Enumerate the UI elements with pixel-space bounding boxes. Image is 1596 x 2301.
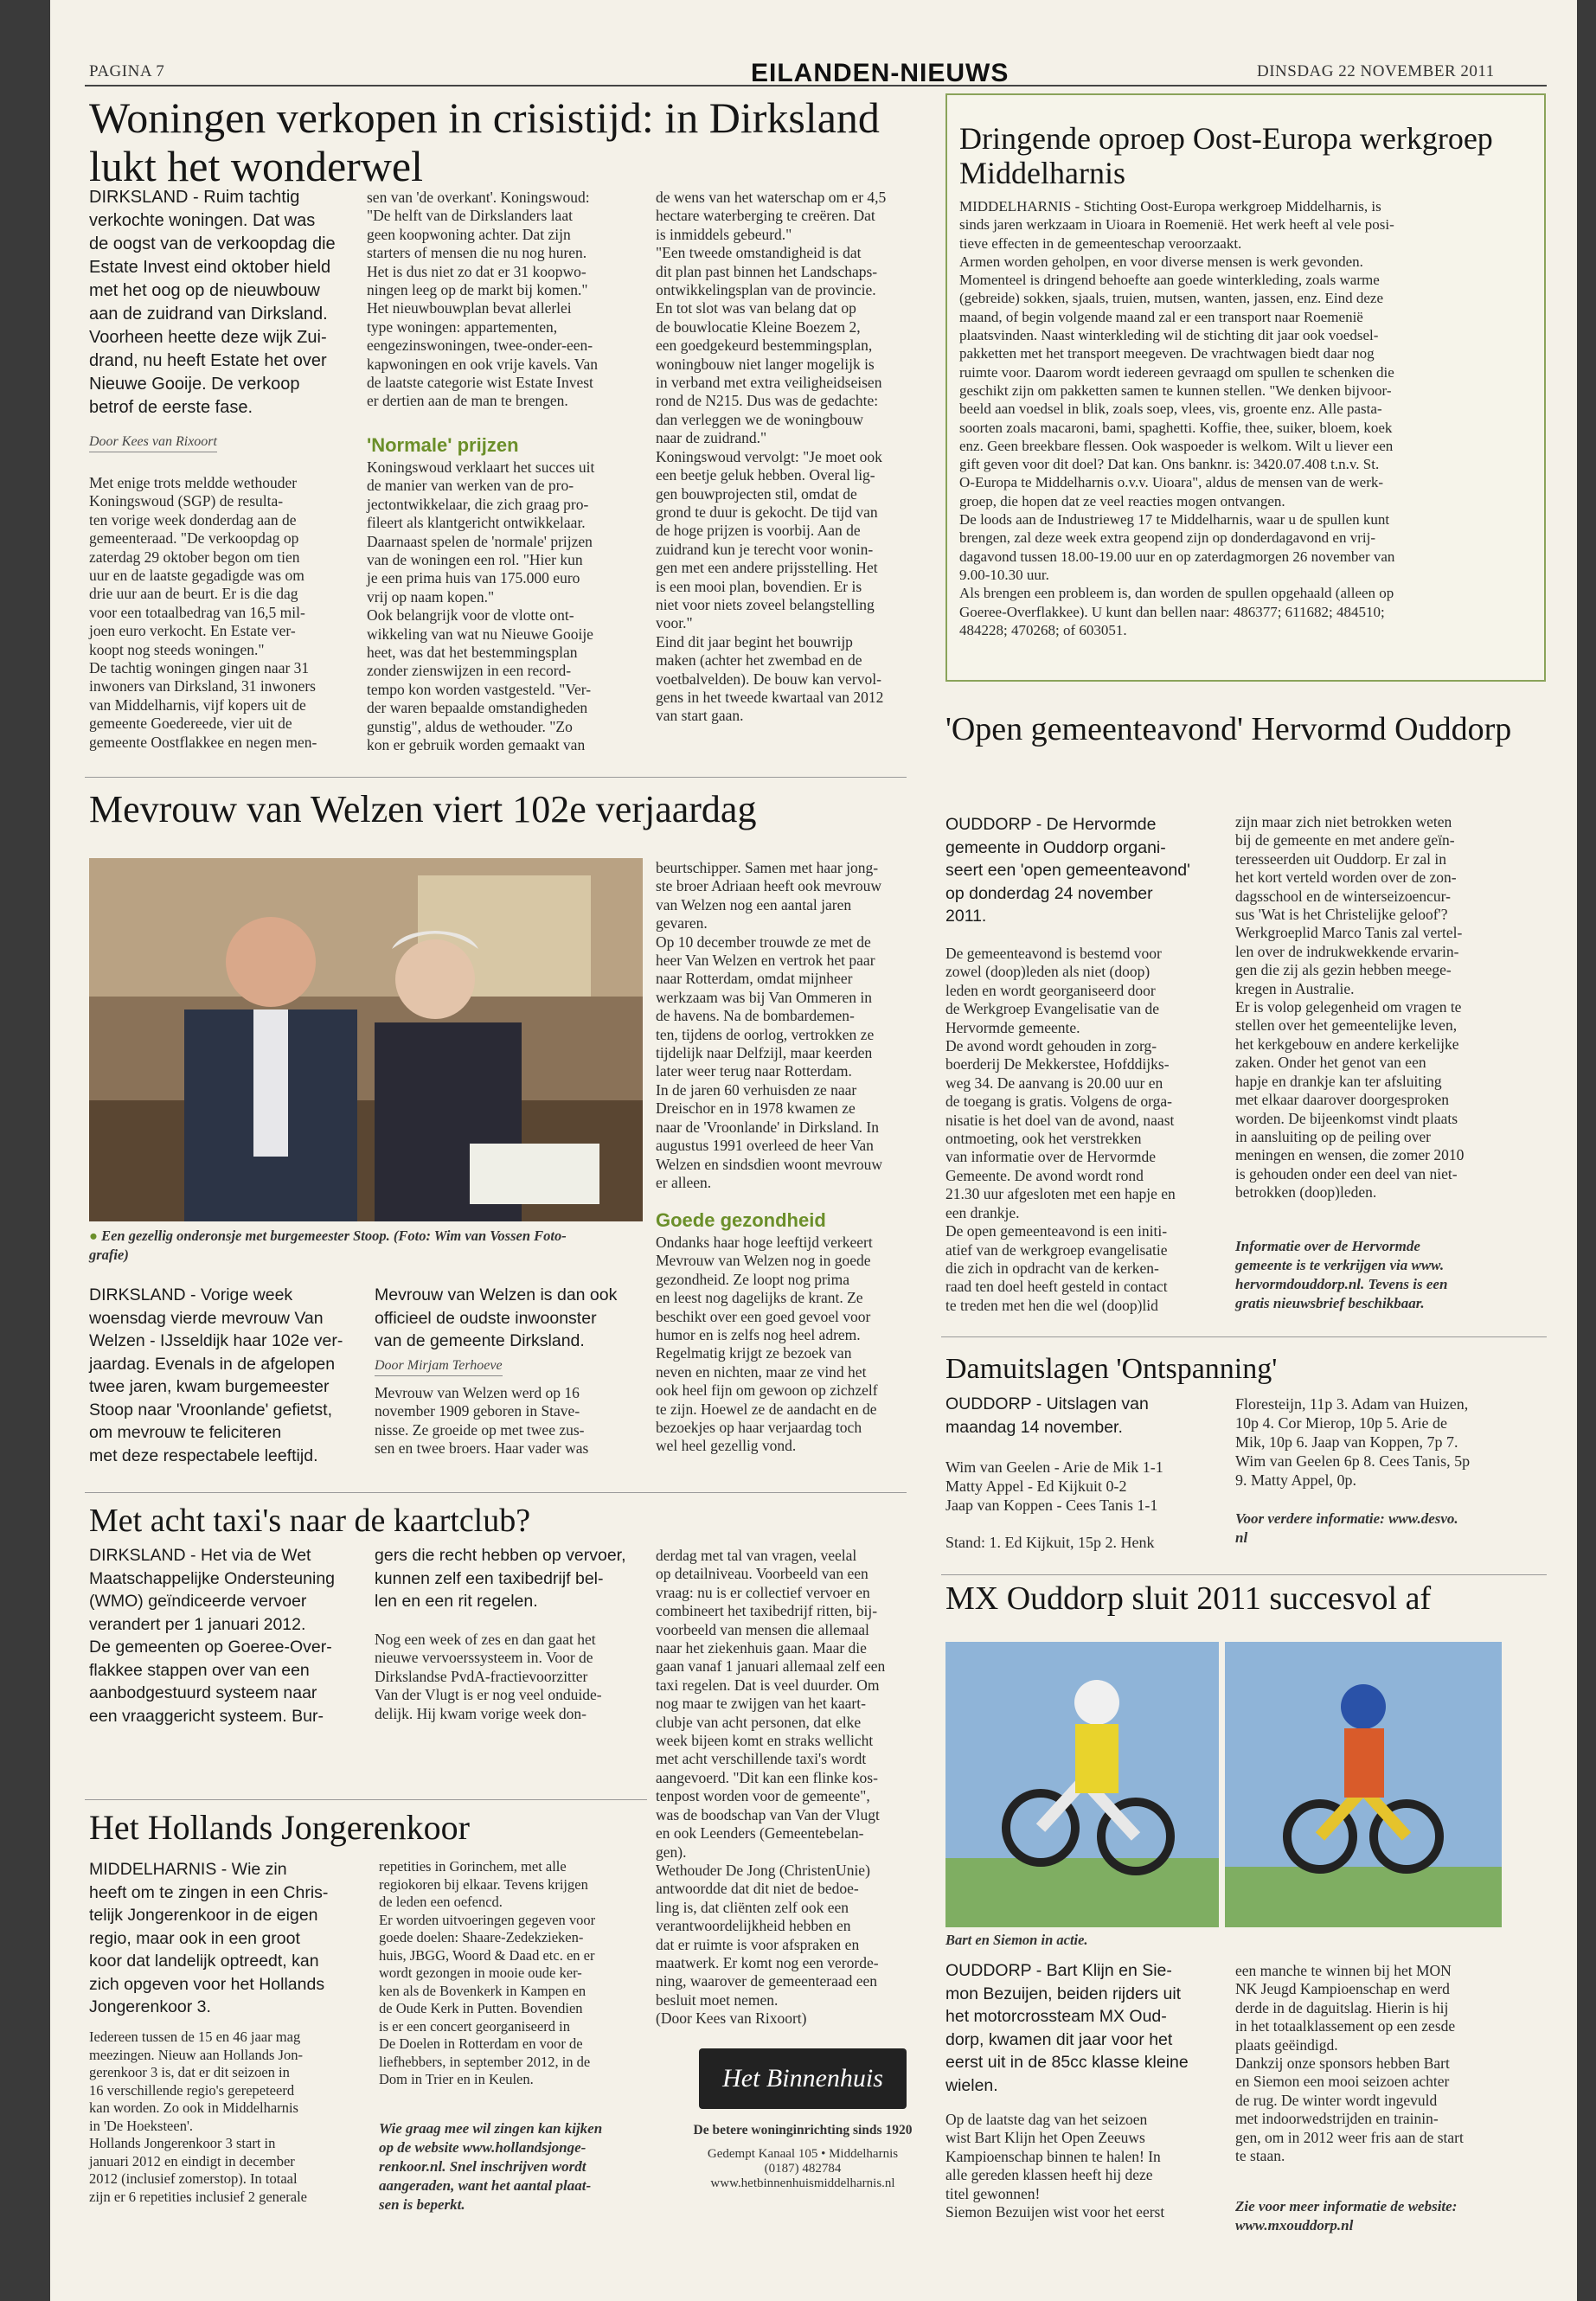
issue-date: DINSDAG 22 NOVEMBER 2011 [1257,62,1495,80]
subhead-goede-gezondheid: Goede gezondheid [656,1209,826,1231]
article-lead-welzen: DIRKSLAND - Vorige week woensdag vierde mevrouw Van Welzen - IJsseldijk haar 102e ver- jaardag. Evenals in de afgelopen twee jaren, kwam burgemeester Stoop naar 'Vroonlande' gefietst, om mevrouw te feliciteren met deze respectabele leeftijd. [89,1285,343,1465]
divider [941,1336,1547,1337]
dam-stand: Stand: 1. Ed Kijkuit, 15p 2. Henk [945,1534,1155,1551]
article-title-welzen: Mevrouw van Welzen viert 102e verjaardag [89,788,757,830]
article-body-mx-col2: een manche te winnen bij het MON NK Jeugd Kampioenschap en werd derde in de daguitslag. Hierin is hij in het totaalklassement op een zesde plaats geëindigd. Dankzij onze sponsors hebben Bart en Siemon een mooi seizoen achter de rug. De winter wordt ingevuld met indoorwedstrijden en trainin- gen, om in 2012 weer fris aan de start te staan. [1235,1962,1464,2165]
page-number: PAGINA 7 [89,62,165,80]
article-body-welzen-col3: beurtschipper. Samen met haar jong- ste broer Adriaan heeft ook mevrouw van Welzen nog een aantal jaren gevaren. Op 10 december trouwde ze met de heer Van Welzen en vertrok het paar naar Rotterdam, omdat mijnheer werkzaam was bij Van Ommeren in de havens. Na de bombardemen- ten, tijdens de oorlog, vertrokken ze tijdelijk naar Delfzijl, maar keerden later weer terug naar Rotterdam. In de jaren 60 verhuisden ze naar Dreischor en in 1978 kwamen ze naar de 'Vroonlande' in Dirksland. In augustus 1991 overleed de heer Van Welzen en sindsdien woont mevrouw er alleen. [656,859,883,1191]
article-body-welzen-col3b: Ondanks haar hoge leeftijd verkeert Mevrouw van Welzen nog in goede gezondheid. Ze loopt nog prima en leest nog dagelijks de krant. Ze beschikt over een goed gevoel voor humor en is zelfs nog heel adrem. Regelmatig krijgt ze bezoek van neven en nichten, maar ze vind het ook heel fijn om gewoon op zichzelf te zijn. Hoewel ze de aandacht en de bezoekjes op haar verjaardag toch wel heel gezellig vond. [656,1234,878,1455]
divider [85,1492,907,1493]
article-lead-taxi: DIRKSLAND - Het via de Wet Maatschappelijke Ondersteuning (WMO) geïndiceerde vervoer verandert per 1 januari 2012. De gemeenten op Goeree-Over- flakkee stappen over van een aanbodgestuurd systeem naar een vraaggericht systeem. Bur- [89,1546,336,1726]
masthead: EILANDEN-NIEUWS [751,59,1010,87]
info-jongerenkoor: Wie graag mee wil zingen kan kijken op de website www.hollandsjonge- renkoor.nl. Snel inschrijven wordt aangeraden, want het aantal plaat- sen is beperkt. [379,2120,603,2213]
article-body-taxi-col3: derdag met tal van vragen, veelal op detailniveau. Voorbeeld van een vraag: nu is er collectief vervoer en combineert het taxibedrijf ritten, bij- voorbeeld van mensen die allemaal naar het ziekenhuis gaan. Maar die gaan vanaf 1 januari allemaal zelf een taxi regelen. Dat is veel duurder. Om nog maar te zwijgen van het kaart- clubje van acht personen, dat elke week bijeen komt en straks wellicht met acht verschillende taxi's wordt aangevoerd. "Dit kan een flinke kos- tenpost worden voor de gemeente", was de boodschap van Van der Vlugt en ook Leenders (Gemeentebelan- gen). Wethouder De Jong (ChristenUnie) antwoordde dat dit niet de bedoe- ling is, dat cliënten zelf ook een verantwoordelijkheid hebben en dat er ruimte is voor afspraken en maatwerk. Er komt nog een verorde- ning, waarover de gemeenteraad een besluit moet nemen. (Door Kees van Rixoort) [656,1547,886,2028]
photo-mx-siemon-image [1225,1642,1502,1927]
dam-standings: Floresteijn, 11p 3. Adam van Huizen, 10p 4. Cor Mierop, 10p 5. Arie de Mik, 10p 6. Jaap van Koppen, 7p 7. Wim van Geelen 6p 8. Cees Tanis, 5p 9. Matty Appel, 0p. [1235,1395,1471,1489]
advertisement-phone: (0187) 482784 [764,2162,842,2176]
info-gemeenteavond: Informatie over de Hervormde gemeente is te verkrijgen via www. hervormdouddorp.nl. Tevens is een gratis nieuwsbrief beschikbaar. [1235,1238,1448,1311]
photo-caption-welzen [89,1227,660,1265]
article-body-gemeenteavond-col1: De gemeenteavond is bestemd voor zowel (doop)leden als niet (doop) leden en wordt georganiseerd door de Werkgroep Evangelisatie van de Hervormde gemeente. De avond wordt gehouden in zorg- boerderij De Mekkerstee, Hofddijks- weg 34. De aanvang is 20.00 uur en de toegang is gratis. Volgens de orga- nisatie is het doel van de avond, naast ontmoeting, ook het verstrekken van informatie over de Hervormde Gemeente. De avond wordt rond 21.30 uur afgesloten met een hapje en een drankje. De open gemeenteavond is een initi- atief van de werkgroep evangelisatie die zich in opdracht van de kerken- raad ten doel heeft gesteld in contact te treden met hen die wel (doop)lid [945,945,1176,1314]
bullet-icon: ● [89,1227,102,1244]
article-title-woningen: Woningen verkopen in crisistijd: in Dirksland lukt het wonderwel [89,93,880,190]
article-lead-damuitslagen: OUDDORP - Uitslagen van maandag 14 november. [945,1394,1149,1437]
article-body-oproep: MIDDELHARNIS - Stichting Oost-Europa werkgroep Middelharnis, is sinds jaren werkzaam in Uioara in Roemenië. Het werk heeft al vele posi- tieve effecten in de gemeenteschap veroorzaakt. Armen worden geholpen, en voor diverse mensen is werk gevonden. Momenteel is dringend behoefte aan goede winterkleding, zoals warme (gebreide) sokken, sjaals, truien, mutsen, wanten, jassen, enz. Eind deze maand, of begin volgende maand zal er een transport naar Roemenië plaatsvinden. Naast winterkleding wil de stichting dit jaar ook voedsel- pakketten met het transport meegeven. De vrachtwagen biedt daar nog ruimte voor. Daarom wordt iedereen gevraagd om spullen te schenken die geschikt zijn om pakketten samen te kunnen stellen. "We denken bijvoor- beeld aan voedsel in blik, zoals soep, vlees, vis, groente enz. Alle pasta- soorten zoals macaroni, bami, spaghetti. Koffie, thee, suiker, bloem, koek enz. Geen breekbare flessen. Ook waspoeder is welkom. Wilt u liever een gift geven voor dit doel? Dat kan. Ons banknr. is: 3420.07.408 t.n.v. St. O-Europa te Middelharnis o.v.v. Uioara", aldus de mensen van de werk- groep, die hopen dat ze veel reacties mogen ontvangen. De loods aan de Industrieweg 17 te Middelharnis, waar u de spullen kunt brengen, zal deze week extra geopend zijn op donderdagavond en vrij- dagavond tussen 18.00-19.00 uur en op zaterdagmorgen 26 november van 9.00-10.30 uur. Als brengen een probleem is, dan worden de spullen opgehaald (alleen op Goeree-Overflakkee). U kunt dan bellen naar: 486377; 611682; 484510; 484228; 470268; of 603051. [959,198,1395,638]
article-title-oproep: Dringende oproep Oost-Europa werkgroep Middelharnis [959,121,1493,190]
photo-birthday [89,858,643,1221]
article-lead2-taxi: gers die recht hebben op vervoer, kunnen zelf een taxibedrijf bel- len en een rit regelen. [375,1546,626,1611]
article-body-jongerenkoor-col1: Iedereen tussen de 15 en 46 jaar mag meezingen. Nieuw aan Hollands Jon- gerenkoor 3 is, dat er dit seizoen in 16 verschillende regio's gerepeteerd kan worden. Zo ook in Middelharnis in 'De Hoeksteen'. Hollands Jongerenkoor 3 start in januari 2012 en eindigt in december 2012 (inclusief zomerstop). In totaal zijn er 6 repetities inclusief 2 generale [89,2029,307,2205]
article-title-gemeenteavond: 'Open gemeenteavond' Hervormd Ouddorp [945,711,1512,747]
info-mx: Zie voor meer informatie de website: www.mxouddorp.nl [1235,2198,1458,2234]
newspaper-page [50,0,1577,2301]
byline-welzen: Door Mirjam Terhoeve [375,1358,503,1376]
advertisement-web[interactable]: www.hetbinnenhuismiddelharnis.nl [710,2176,895,2190]
article-body-mx-col1: Op de laatste dag van het seizoen wist Bart Klijn het Open Zeeuws Kampioenschap binnen te halen! In alle gereden klassen heeft hij deze titel gewonnen! Siemon Bezuijen wist voor het eerst [945,2111,1165,2221]
article-body-welzen-col2: Mevrouw van Welzen werd op 16 november 1909 geboren in Stave- nisse. Ze groeide op met twee zus- sen en twee broers. Haar vader was [375,1384,589,1458]
photo-mx-bart-image [945,1642,1219,1927]
article-title-mx: MX Ouddorp sluit 2011 succesvol af [945,1580,1432,1617]
photo-mx-bart [945,1642,1219,1927]
article-lead-woningen: DIRKSLAND - Ruim tachtig verkochte woningen. Dat was de oogst van de verkoopdag die Estate Invest eind oktober hield met het oog op de nieuwbouw aan de zuidrand van Dirksland. Voorheen heette deze wijk Zui- drand, nu heeft Estate het over Nieuwe Gooije. De verkoop betrof de eerste fase. [89,188,336,417]
divider [85,777,907,778]
dam-results: Wim van Geelen - Arie de Mik 1-1 Matty Appel - Ed Kijkuit 0-2 Jaap van Koppen - Cees Tanis 1-1 [945,1458,1163,1514]
article-lead-gemeenteavond: OUDDORP - De Hervormde gemeente in Ouddorp organi- seert een 'open gemeenteavond' op donderdag 24 november 2011. [945,815,1190,926]
photo-caption-mx: Bart en Siemon in actie. [945,1932,1088,1948]
info-damuitslagen: Voor verdere informatie: www.desvo. nl [1235,1510,1458,1546]
advertisement-logo: Het Binnenhuis [699,2048,907,2109]
header-rule [85,85,1547,87]
byline-woningen: Door Kees van Rixoort [89,434,217,452]
article-body-gemeenteavond-col2: zijn maar zich niet betrokken weten bij de gemeente en met andere geïn- teresseerden uit Ouddorp. Er zal in het kort verteld worden over de zon- dagsschool en de winterseizoencur- sus 'Wat is het Christelijke geloof'? Werkgroeplid Marco Tanis zal vertel- len over de indrukwekkende ervarin- gen die zij als gezin hebben meege- kregen in Australie. Er is volop gelegenheid om vragen te stellen over het gemeentelijke leven, het kerkgebouw en andere kerkelijke zaken. Onder het genot van een hapje en drankje kan ter afsluiting met elkaar daarover doorgesproken worden. De bijeenkomst vindt plaats in aansluiting op de peiling over meningen en wensen, die zomer 2010 is gehouden onder een deel van niet- betrokken (doop)leden. [1235,813,1465,1202]
photo-birthday-image [89,858,643,1221]
article-lead2-welzen: Mevrouw van Welzen is dan ook officieel de oudste inwoonster van de gemeente Dirksland. [375,1285,618,1350]
divider [85,1799,647,1800]
advertisement-binnenhuis[interactable] [656,2041,950,2232]
photo-mx-siemon [1225,1642,1502,1927]
divider [941,1574,1547,1575]
advertisement-slogan: De betere woninginrichting sinds 1920 [693,2123,913,2138]
article-body-woningen-col1: Met enige trots meldde wethouder Koningswoud (SGP) de resulta- ten vorige week donderdag aan de gemeenteraad. "De verkoopdag op zaterdag 29 oktober begon om tien uur en de laatste gegadigde was om drie uur aan de beurt. Er is die dag voor een totaalbedrag van 16,5 mil- joen euro verkocht. En Estate ver- koopt nog steeds woningen." De tachtig woningen gingen naar 31 inwoners van Dirksland, 31 inwoners van Middelharnis, vijf kopers uit de gemeente Goedereede, vier uit de gemeente Oostflakkee en negen men- [89,474,317,751]
article-title-taxi: Met acht taxi's naar de kaartclub? [89,1503,531,1539]
article-lead-mx: OUDDORP - Bart Klijn en Sie- mon Bezuijen, beiden rijders uit het motorcrossteam MX Oud- dorp, kwamen dit jaar voor het eerst uit in de 85cc klasse kleine wielen. [945,1961,1189,2095]
article-lead-jongerenkoor: MIDDELHARNIS - Wie zin heeft om te zingen in een Chris- telijk Jongerenkoor in de eigen regio, maar ook in een groot koor dat landelijk optreedt, kan zich opgeven voor het Hollands Jongerenkoor 3. [89,1860,329,2016]
oproep-box [945,93,1546,682]
article-title-jongerenkoor: Het Hollands Jongerenkoor [89,1808,470,1847]
article-body-woningen-col2: sen van 'de overkant'. Koningswoud: "De helft van de Dirkslanders laat geen koopwoning achter. Dat zijn starters of mensen die nu nog huren. Het is dus niet zo dat er 31 koopwo- ningen leeg op de markt bij komen." Het nieuwbouwplan bevat allerlei type woningen: appartementen, eengezinswoningen, twee-onder-een- kapwoningen en ook vrije kavels. Van de laatste categorie wist Estate Invest er dertien aan de man te brengen. [367,189,598,410]
article-body-taxi-col2: Nog een week of zes en dan gaat het nieuwe vervoerssysteem in. Voor de Dirkslandse PvdA-fractievoorzitter Van der Vlugt is er nog veel onduide- delijk. Hij kwam vorige week don- [375,1631,602,1722]
subhead-normale-prijzen: 'Normale' prijzen [367,434,519,456]
article-body-woningen-col2b: Koningswoud verklaart het succes uit de manier van werken van de pro- jectontwikkelaar, die zich graag pro- fileert als klantgericht ontwikkelaar. Daarnaast spelen de 'normale' prijzen van de woningen een rol. "Hier kun je een prima huis van 175.000 euro vrij op naam kopen." Ook belangrijk voor de vlotte ont- wikkeling van wat nu Nieuwe Gooije heet, was dat het bestemmingsplan zonder zienswijzen in een record- tempo kon worden vastgesteld. "Ver- der waren bepaalde omstandigheden gunstig", aldus de wethouder. "Zo kon er gebruik worden gemaakt van [367,458,595,754]
advertisement-address: Gedempt Kanaal 105 • Middelharnis [707,2147,899,2161]
article-body-jongerenkoor-col2: repetities in Gorinchem, met alle regiokoren bij elkaar. Tevens krijgen de leden een oefencd. Er worden uitvoeringen gegeven voor goede doelen: Shaare-Zedekzieken- huis, JBGG, Woord & Daad etc. en er wordt gezongen in mooie oude ker- ken als de Bovenkerk in Kampen en de Oude Kerk in Putten. Bovendien is er een concert georganiseerd in De Doelen in Rotterdam en voor de liefhebbers, in september 2012, in de Dom in Trier en in Keulen. [379,1858,596,2087]
photo-caption-text: Een gezellig onderonsje met burgemeester Stoop. (Foto: Wim van Vossen Foto- grafie) [89,1227,567,1263]
article-title-damuitslagen: Damuitslagen 'Ontspanning' [945,1353,1278,1385]
article-body-woningen-col3: de wens van het waterschap om er 4,5 hectare waterberging te creëren. Dat is inmiddels gebeurd." "Een tweede omstandigheid is dat dit plan past binnen het Landschaps- ontwikkelingsplan van de provincie. En tot slot was van belang dat op de bouwlocatie Kleine Boezem 2, een goedgekeurd bestemmingsplan, woningbouw niet langer mogelijk is in verband met extra veiligheidseisen rond de N215. Dus was de gedachte: dan verleggen we de woningbouw naar de zuidrand." Koningswoud vervolgt: "Je moet ook een beetje geluk hebben. Overal lig- gen bouwprojecten stil, omdat de grond te duur is gekocht. De tijd van de hoge prijzen is voorbij. Aan de zuidrand kun je terecht voor wonin- gen met een andere prijsstelling. Het is een mooi plan, bovendien. Er is niet voor niets zoveel belangstelling voor." Eind dit jaar begint het bouwrijp maken (achter het zwembad en de voetbalvelden). De bouw kan vervol- gens in het tweede kwartaal van 2012 van start gaan. [656,189,887,725]
